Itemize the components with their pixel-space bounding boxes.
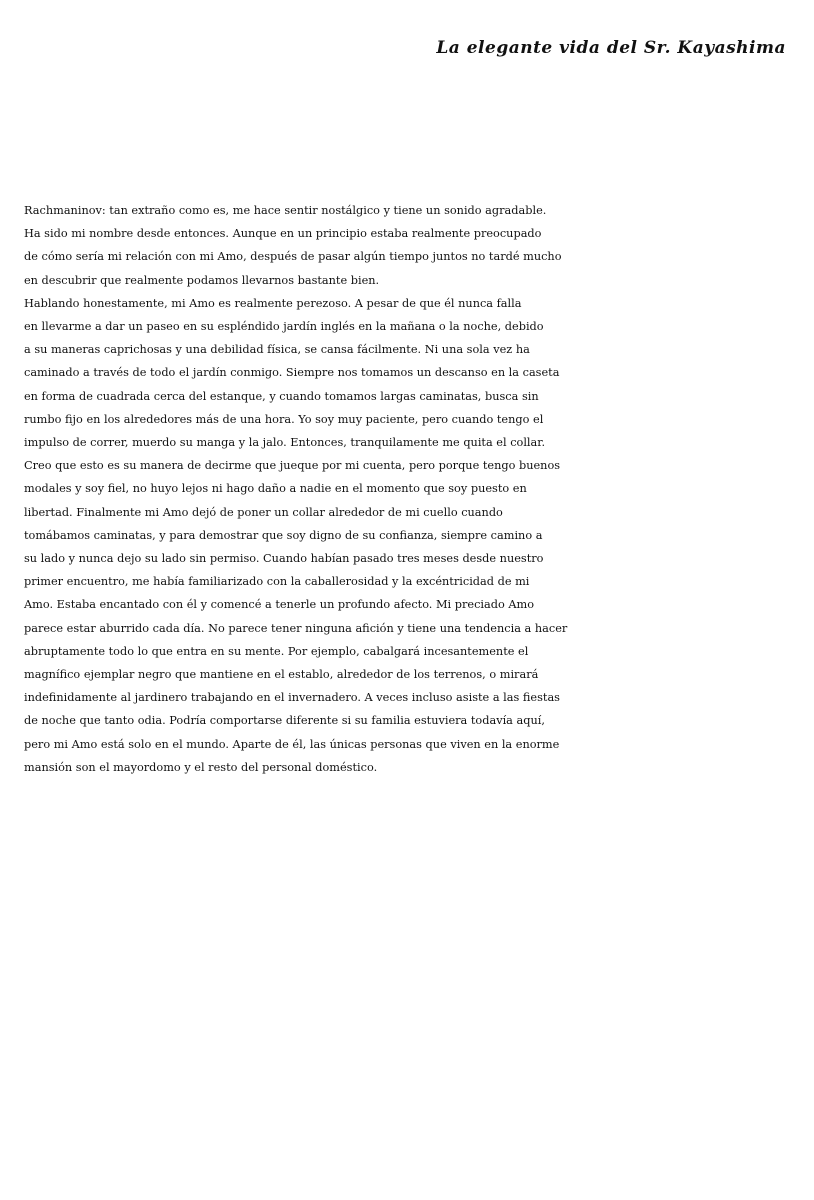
text-line: impulso de correr, muerdo su manga y la jalo. Entonces, tranquilamente me quita el collar. <box>24 436 546 450</box>
text-line: modales y soy fiel, no huyo lejos ni hago daño a nadie en el momento que soy puesto en <box>24 482 527 496</box>
text-line: caminado a través de todo el jardín conmigo. Siempre nos tomamos un descanso en la caseta <box>24 366 560 380</box>
text-line: Hablando honestamente, mi Amo es realmente perezoso. A pesar de que él nunca falla <box>24 296 522 310</box>
text-line: su lado y nunca dejo su lado sin permiso. Cuando habían pasado tres meses desde nuestro <box>24 552 544 566</box>
text-line: a su maneras caprichosas y una debilidad física, se cansa fácilmente. Ni una sola vez ha <box>24 343 530 357</box>
text-line: en llevarme a dar un paseo en su espléndido jardín inglés en la mañana o la noche, debido <box>24 320 544 334</box>
text-line: libertad. Finalmente mi Amo dejó de poner un collar alrededor de mi cuello cuando <box>24 505 503 519</box>
text-line: mansión son el mayordomo y el resto del personal doméstico. <box>24 760 378 774</box>
text-line: primer encuentro, me había familiarizado con la caballerosidad y la excéntricidad de mi <box>24 575 530 589</box>
text-line: tomábamos caminatas, y para demostrar que soy digno de su confianza, siempre camino a <box>24 528 543 542</box>
text-line: de cómo sería mi relación con mi Amo, después de pasar algún tiempo juntos no tardé mucho <box>24 250 562 264</box>
text-line: indefinidamente al jardinero trabajando en el invernadero. A veces incluso asiste a las fiestas <box>24 691 560 705</box>
page-header-title: La elegante vida del Sr. Kayashima <box>436 38 786 58</box>
text-line: Amo. Estaba encantado con él y comencé a tenerle un profundo afecto. Mi preciado Amo <box>24 598 535 612</box>
text-line: Rachmaninov: tan extraño como es, me hace sentir nostálgico y tiene un sonido agradable. <box>24 204 547 217</box>
text-line: rumbo fijo en los alrededores más de una hora. Yo soy muy paciente, pero cuando tengo el <box>24 412 544 426</box>
text-line: en forma de cuadrada cerca del estanque, y cuando tomamos largas caminatas, busca sin <box>24 389 539 403</box>
text-line: abruptamente todo lo que entra en su mente. Por ejemplo, cabalgará incesantemente el <box>24 644 529 658</box>
text-line: magnífico ejemplar negro que mantiene en el establo, alrededor de los terrenos, o mirará <box>24 668 539 682</box>
text-line: Creo que esto es su manera de decirme que jueque por mi cuenta, pero porque tengo buenos <box>24 459 561 473</box>
text-line: pero mi Amo está solo en el mundo. Aparte de él, las únicas personas que viven en la enorme <box>24 737 560 751</box>
text-line: en descubrir que realmente podamos llevarnos bastante bien. <box>24 273 380 287</box>
text-line: de noche que tanto odia. Podría comportarse diferente si su familia estuviera todavía aquí, <box>24 714 545 728</box>
body-text <box>24 199 814 779</box>
text-line: parece estar aburrido cada día. No parece tener ninguna afición y tiene una tendencia a hacer <box>24 621 568 635</box>
text-line: Ha sido mi nombre desde entonces. Aunque en un principio estaba realmente preocupado <box>24 227 542 241</box>
